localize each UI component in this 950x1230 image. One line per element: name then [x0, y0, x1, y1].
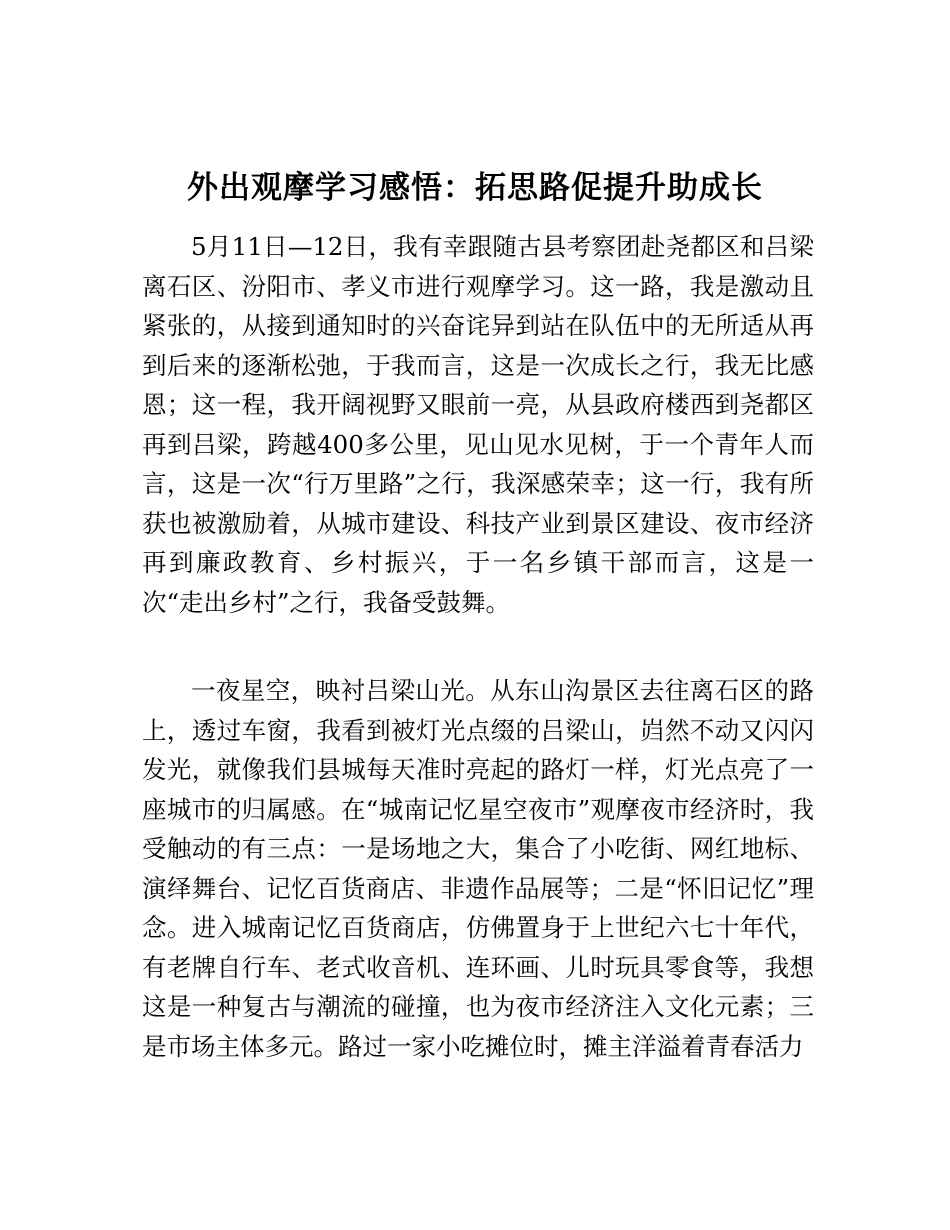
paragraph-2: 一夜星空，映衬吕梁山光。从东山沟景区去往离石区的路上，透过车窗，我看到被灯光点缀的吕梁山，岿然不动又闪闪发光，就像我们县城每天准时亮起的路灯一样，灯光点亮了一座城市的归属感。在“城南记忆星空夜市”观摩夜市经济时，我受触动的有三点：一是场地之大，集合了小吃街、网红地标、演绎舞台、记忆百货商店、非遗作品展等；二是“怀旧记忆”理念。进入城南记忆百货商店，仿佛置身于上世纪六七十年代，有老牌自行车、老式收音机、连环画、儿时玩具零食等，我想这是一种复古与潮流的碰撞，也为夜市经济注入文化元素；三是市场主体多元。路过一家小吃摊位时，摊主洋溢着青春活力 — [142, 676, 814, 1061]
paragraph-1: 5月11日—12日，我有幸跟随古县考察团赴尧都区和吕梁离石区、汾阳市、孝义市进行观摩学习。这一路，我是激动且紧张的，从接到通知时的兴奋诧异到站在队伍中的无所适从再到后来的逐渐松弛，于我而言，这是一次成长之行，我无比感恩；这一程，我开阔视野又眼前一亮，从县政府楼西到尧都区再到吕梁，跨越400多公里，见山见水见树，于一个青年人而言，这是一次“行万里路”之行，我深感荣幸；这一行，我有所获也被激励着，从城市建设、科技产业到景区建设、夜市经济再到廉政教育、乡村振兴，于一名乡镇干部而言，这是一次“走出乡村”之行，我备受鼓舞。 — [142, 232, 814, 617]
document-title: 外出观摩学习感悟：拓思路促提升助成长 — [187, 170, 763, 206]
